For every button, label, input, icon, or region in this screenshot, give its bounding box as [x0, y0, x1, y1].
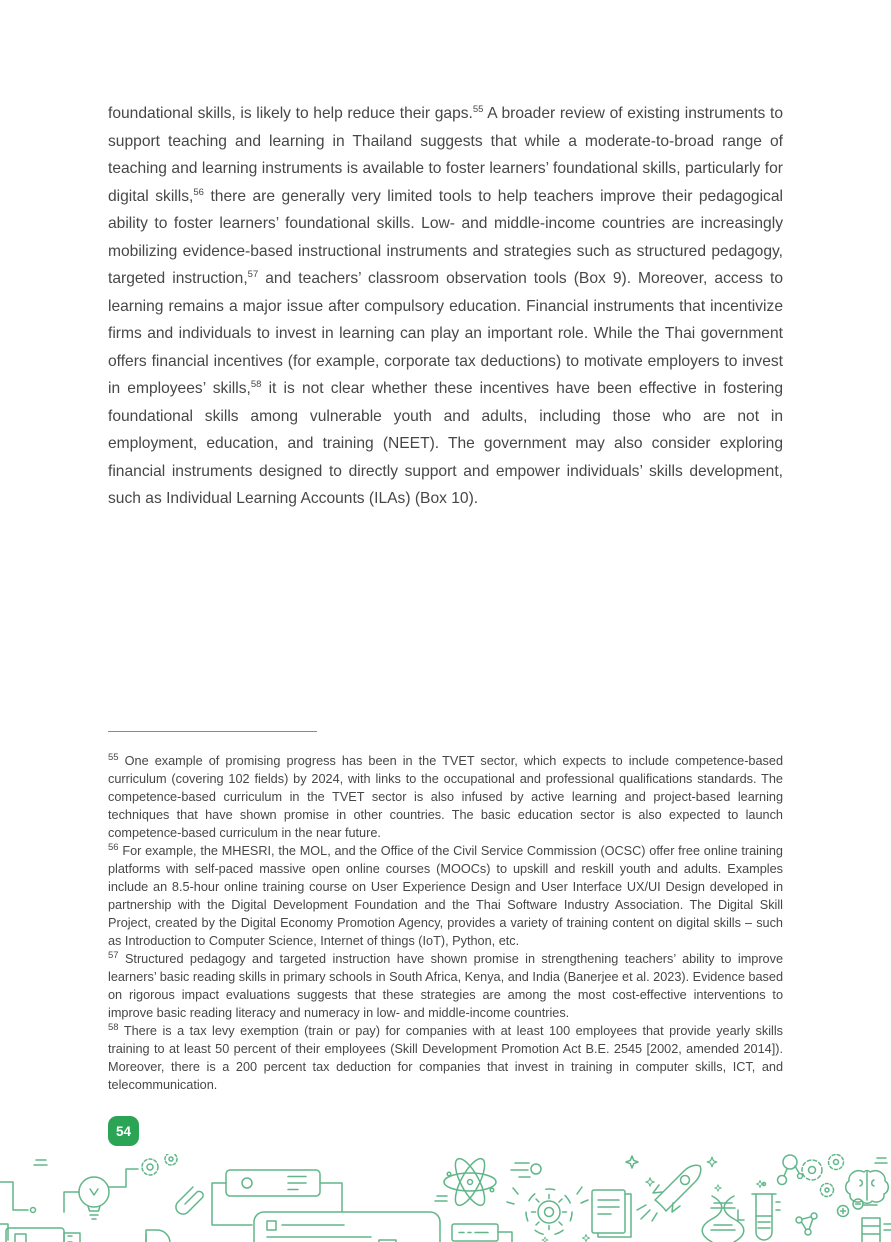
molecule-icon [778, 1155, 803, 1185]
footnote-text: One example of promising progress has been in the TVET sector, which expects to include competence-based curriculum (covering 102 fields) by 2024, with links to the occupational and professional qualifications standards. The competence-based curriculum in the TVET sector is also infused by active learning and project-based learning techniques that have shown promise in other countries. The basic education sector is also expected to launch competence-based curriculum in the near future. [108, 754, 783, 840]
body-run: A broader review of existing instruments to support teaching and learning in Thailand suggests that while a moderate-to-broad range of teaching and learning instruments is available to foster learners’ foundational skills, particularly for digital skills, [108, 105, 784, 205]
footnote-58 [108, 1022, 783, 1094]
footnote-56 [108, 842, 783, 950]
footnote-number: 56 [108, 841, 119, 853]
science-doodle-band [0, 1154, 891, 1242]
gears-icon [802, 1155, 844, 1197]
tablet-icon [254, 1212, 440, 1242]
footnotes-section [108, 752, 783, 1094]
comet-icon [511, 1163, 541, 1177]
footnote-57 [108, 950, 783, 1022]
body-run: foundational skills, is likely to help reduce their gaps. [108, 105, 473, 122]
usb-drive-icon [6, 1228, 80, 1242]
server-icon [212, 1170, 342, 1225]
atom-icon [444, 1155, 496, 1209]
body-run: and teachers’ classroom observation tools (Box 9). Moreover, access to learning remains a major issue after compulsory education. Financial instruments that incentivize firms and individuals to invest in learning can play an important role. While the Thai government offers financial incentives (for example, corporate tax deductions) to motivate employers to invest in employees’ skills, [108, 270, 783, 397]
footnote-ref-58: 58 [250, 378, 262, 390]
footnote-text: Structured pedagogy and targeted instruction have shown promise in strengthening teachers’ ability to improve learners’ basic reading skills in primary schools in South Africa, Kenya, and India (Banerjee et al. 2023). Evidence based on rigorous impact evaluations suggests that these strategies are among the most cost-effective interventions to improve basic reading literacy and numeracy in low- and middle-income countries. [108, 952, 783, 1020]
page-number: 54 [115, 1123, 132, 1139]
orbit-gear-icon [507, 1187, 588, 1235]
gears-icon [142, 1154, 177, 1175]
code-box-icon [435, 1196, 512, 1242]
footnote-separator [108, 731, 317, 732]
body-run: it is not clear whether these incentives have been effective in fostering foundational skills among vulnerable youth and adults, including those who are not in employment, education, and training (NEET). The government may also consider exploring financial instruments designed to directly support and empower individuals’ skills development, such as Individual Learning Accounts (ILAs) (Box 10). [108, 380, 783, 507]
molecule-triangle-icon [796, 1213, 817, 1235]
lightbulb-icon [64, 1169, 138, 1219]
dash-icon [875, 1158, 891, 1230]
body-run: there are generally very limited tools to help teachers improve their pedagogical ability to foster learners’ foundational skills. Low- and middle-income countries are increasingly mobilizing evidence-based instructional instruments and strategies such as structured pedagogy, targeted instruction, [108, 187, 783, 287]
body-paragraph [108, 100, 783, 513]
paperclip-icon [176, 1187, 203, 1214]
footnote-number: 57 [108, 949, 119, 961]
plug-icon [131, 1230, 170, 1242]
footnote-55 [108, 752, 783, 842]
footnote-ref-56: 56 [193, 186, 204, 198]
footnote-text: There is a tax levy exemption (train or pay) for companies with at least 100 employees that provide yearly skills training to at least 50 percent of their employees (Skill Development Promotion Act B.E. 2545 [2002, amended 2014]). Moreover, there is a 200 percent tax deduction for companies that invest in training in computer skills, ICT, and telecommunication. [108, 1024, 784, 1092]
footnote-number: 55 [108, 751, 119, 763]
battery-icon [862, 1218, 880, 1242]
brain-icon [846, 1171, 889, 1204]
footnote-number: 58 [108, 1021, 119, 1033]
footnote-ref-55: 55 [472, 103, 484, 115]
documents-icon [592, 1190, 631, 1237]
footnote-text: For example, the MHESRI, the MOL, and the Office of the Civil Service Commission (OCSC) offer free online training platforms with self-paced massive open online courses (MOOCs) to upskill and reskill youth and adults. Examples include an 8.5-hour online training course on User Experience Design and User Interface UX/UI Design developed in partnership with the Digital Development Foundation and the Thai Software Industry Association. The Digital Skill Project, created by the Digital Economy Promotion Agency, provides a variety of training content on digital skills – such as Introduction to Computer Science, Internet of things (IoT), Python, etc. [108, 844, 783, 948]
page-number-badge [108, 1116, 139, 1146]
footnote-ref-57: 57 [247, 268, 259, 280]
rocket-icon [637, 1165, 701, 1221]
